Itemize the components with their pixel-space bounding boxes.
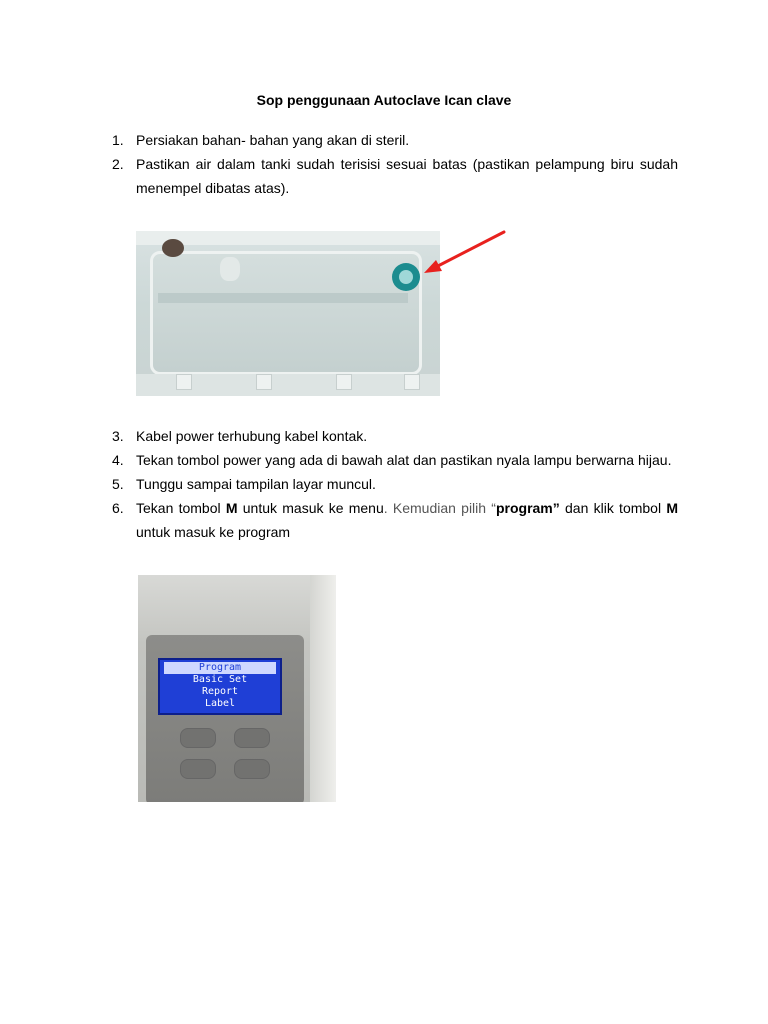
key-m-label: M (666, 500, 678, 516)
panel-button (180, 728, 216, 748)
step-number: 4. (112, 452, 124, 468)
tank-bar (158, 293, 408, 303)
step-3 (112, 424, 678, 448)
step-number: 3. (112, 428, 124, 444)
tank-tab (256, 374, 272, 390)
tank-tab (176, 374, 192, 390)
step-number: 1. (112, 132, 124, 148)
step-number: 6. (112, 500, 124, 516)
lcd-menu-item: Label (204, 698, 236, 709)
step-text-part: untuk masuk ke program (136, 524, 291, 540)
red-arrow-icon (420, 228, 510, 278)
tank-hole (162, 239, 184, 257)
step-1 (112, 128, 678, 152)
control-panel-photo (138, 575, 336, 802)
step-text-part: untuk masuk ke menu (237, 500, 384, 516)
step-4 (112, 448, 678, 472)
panel-button (180, 759, 216, 779)
step-text: Pastikan air dalam tanki sudah terisisi sesuai batas (pastikan pelampung biru sudah menempel dibatas atas). (136, 156, 678, 196)
step-text: Persiakan bahan- bahan yang akan di steril. (136, 132, 410, 148)
step-text-part: Tekan tombol (136, 500, 226, 516)
step-text-part: dan klik tombol (559, 500, 667, 516)
step-text: Kabel power terhubung kabel kontak. (136, 428, 368, 444)
tank-knob (220, 257, 240, 281)
step-2 (112, 152, 678, 200)
panel-button (234, 728, 270, 748)
step-number: 2. (112, 156, 124, 172)
lcd-menu-item: Report (201, 686, 239, 697)
page-title: Sop penggunaan Autoclave Ican clave (256, 92, 512, 108)
step-5 (112, 472, 678, 496)
program-label: program” (495, 500, 560, 516)
tank-tab (336, 374, 352, 390)
steps-list-first (112, 128, 678, 200)
step-text-part: . Kemudian pilih “ (383, 500, 496, 516)
tank-basin (150, 251, 422, 375)
step-number: 5. (112, 476, 124, 492)
step-text: Tekan tombol power yang ada di bawah alat dan pastikan nyala lampu berwarna hijau. (136, 452, 672, 468)
tank-tab (404, 374, 420, 390)
lcd-menu-item: Program (164, 662, 276, 674)
step-text (136, 496, 678, 544)
panel-button (234, 759, 270, 779)
step-text: Tunggu sampai tampilan layar muncul. (136, 476, 376, 492)
panel-edge (310, 575, 336, 802)
lcd-screen (158, 658, 282, 715)
key-m-label: M (225, 500, 238, 516)
step-6 (112, 496, 678, 544)
lcd-menu-item: Basic Set (192, 674, 248, 685)
water-tank-photo (136, 231, 440, 396)
blue-float-cap (399, 270, 413, 284)
steps-list-second (112, 424, 678, 544)
